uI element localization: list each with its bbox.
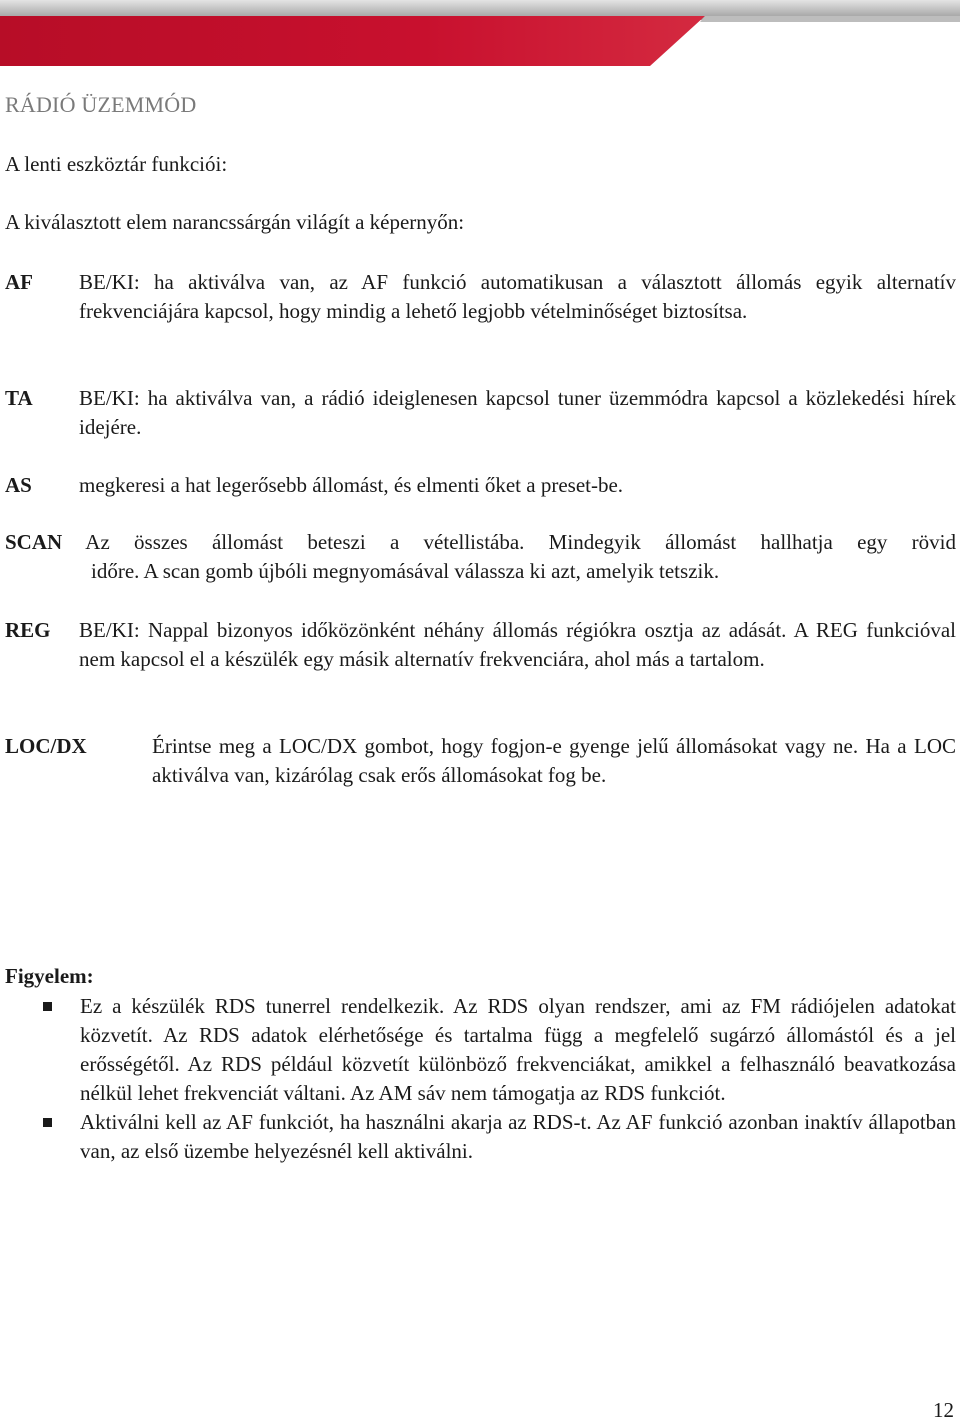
entry-description: Az összes állomást beteszi a vétellistába. Mindegyik állomást hallhatja egy rövid (85, 530, 957, 554)
note-item-text: Aktiválni kell az AF funkciót, ha használni akarja az RDS-t. Az AF funkció azonban inaktív állapotban van, az első üzembe helyezésnél kell aktiválni. (80, 1110, 956, 1163)
entry-description: BE/KI: ha aktiválva van, az AF funkció automatikusan a választott állomás egyik alternatív frekvenciájára kapcsol, hogy mindig a lehető legjobb vételminőséget biztosítsa. (79, 270, 956, 323)
note-title: Figyelem: (5, 964, 94, 988)
page-number: 12 (933, 1398, 954, 1422)
bullet-square-icon (43, 1118, 52, 1127)
entry-description: megkeresi a hat legerősebb állomást, és elmenti őket a preset-be. (79, 473, 624, 497)
entry-scan-line-1 (5, 528, 956, 557)
page-title: RÁDIÓ ÜZEMMÓD (5, 92, 197, 117)
entry-term: TA (5, 386, 33, 410)
entry-term: AF (5, 270, 33, 294)
entry-description: BE/KI: ha aktiválva van, a rádió ideiglenesen kapcsol tuner üzemmódra kapcsol a közlekedési hírek idejére. (79, 386, 956, 439)
entry-scan (5, 528, 956, 586)
bullet-square-icon (43, 1002, 52, 1011)
entry-description: BE/KI: Nappal bizonyos időközönként néhány állomás régiókra osztja az adását. A REG funkcióval nem kapcsol el a készülék egy másik alternatív frekvenciára, ahol más a tartalom. (79, 618, 956, 671)
entry-description: Érintse meg a LOC/DX gombot, hogy fogjon-e gyenge jelű állomásokat vagy ne. Ha a LOC aktiválva van, kizárólag csak erős állomásokat fog be. (152, 734, 956, 787)
intro-line-1: A lenti eszköztár funkciói: (5, 152, 228, 176)
header-banner (0, 0, 960, 66)
note-list (5, 992, 956, 1166)
entry-term: LOC/DX (5, 734, 87, 758)
entry-scan-line-2: időre. A scan gomb újbóli megnyomásával válassza ki azt, amelyik tetszik. (91, 559, 720, 583)
intro-line-2: A kiválasztott elem narancssárgán világít a képernyőn: (5, 210, 465, 234)
note-item (5, 992, 956, 1108)
note-item (5, 1108, 956, 1166)
note-item-text: Ez a készülék RDS tunerrel rendelkezik. Az RDS olyan rendszer, ami az FM rádiójelen adatokat közvetít. Az RDS adatok elérhetősége és tartalma függ a megfelelő sugárzó állomástól és a jel erősségétől. Az RDS például közvetít különböző frekvenciákat, amikkel a felhasználó beavatkozása nélkül lehet frekvenciát váltani. Az AM sáv nem támogatja az RDS funkciót. (80, 994, 956, 1105)
entry-term: AS (5, 473, 32, 497)
entry-term: REG (5, 618, 51, 642)
entry-term: SCAN (5, 530, 63, 554)
